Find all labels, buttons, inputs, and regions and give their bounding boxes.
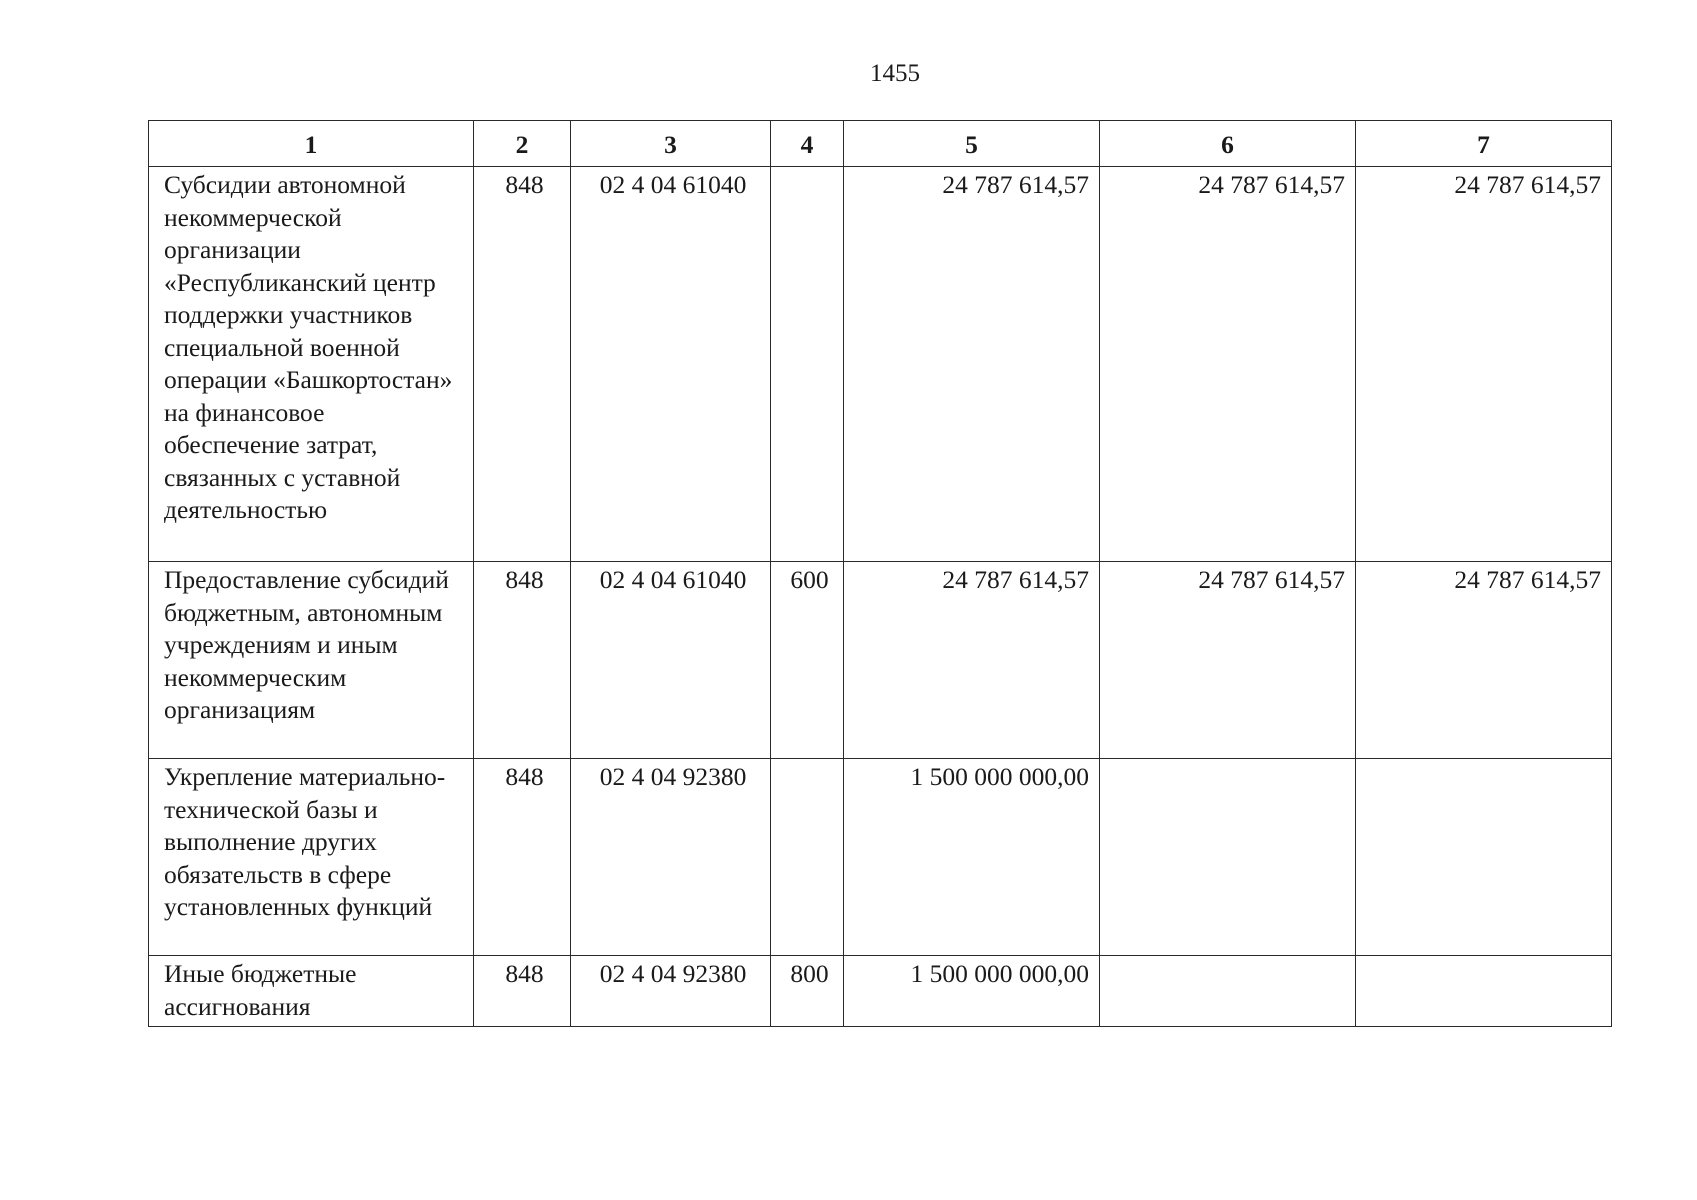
table-row [149,956,1612,1027]
column-header: 3 [571,121,771,167]
column-header: 2 [474,121,571,167]
row-amount-6-cell: 24 787 614,57 [1100,562,1356,759]
row-amount-6-cell [1100,759,1356,956]
table-row [149,759,1612,956]
row-amount-7-cell: 24 787 614,57 [1356,167,1612,562]
column-header: 6 [1100,121,1356,167]
table-row [149,167,1612,562]
column-header: 7 [1356,121,1612,167]
row-amount-5-cell: 24 787 614,57 [844,167,1100,562]
row-code-cell: 848 [474,759,571,956]
row-amount-7-cell [1356,759,1612,956]
row-vr-cell [771,759,844,956]
page-number: 1455 [870,60,920,87]
row-amount-7-cell: 24 787 614,57 [1356,562,1612,759]
row-name-cell: Предоставление субсидий бюджетным, автономным учреждениям и иным некоммерческим организациям [149,562,474,759]
row-amount-7-cell [1356,956,1612,1027]
row-amount-6-cell: 24 787 614,57 [1100,167,1356,562]
row-vr-cell: 600 [771,562,844,759]
row-name-cell: Иные бюджетные ассигнования [149,956,474,1027]
column-header: 1 [149,121,474,167]
row-csr-cell: 02 4 04 92380 [571,956,771,1027]
row-name-cell: Субсидии автономной некоммерческой организации «Республиканский центр поддержки участников специальной военной операции «Башкортостан» на финансовое обеспечение затрат, связанных с уставной деятельностью [149,167,474,562]
row-amount-6-cell [1100,956,1356,1027]
column-header: 4 [771,121,844,167]
row-amount-5-cell: 24 787 614,57 [844,562,1100,759]
budget-table [148,120,1612,1027]
table-row [149,562,1612,759]
row-vr-cell [771,167,844,562]
row-name-cell: Укрепление материально-технической базы и выполнение других обязательств в сфере установленных функций [149,759,474,956]
row-csr-cell: 02 4 04 92380 [571,759,771,956]
row-amount-5-cell: 1 500 000 000,00 [844,956,1100,1027]
table-header-row [149,121,1612,167]
row-code-cell: 848 [474,167,571,562]
column-header: 5 [844,121,1100,167]
row-code-cell: 848 [474,562,571,759]
row-vr-cell: 800 [771,956,844,1027]
row-csr-cell: 02 4 04 61040 [571,562,771,759]
row-code-cell: 848 [474,956,571,1027]
row-csr-cell: 02 4 04 61040 [571,167,771,562]
row-amount-5-cell: 1 500 000 000,00 [844,759,1100,956]
